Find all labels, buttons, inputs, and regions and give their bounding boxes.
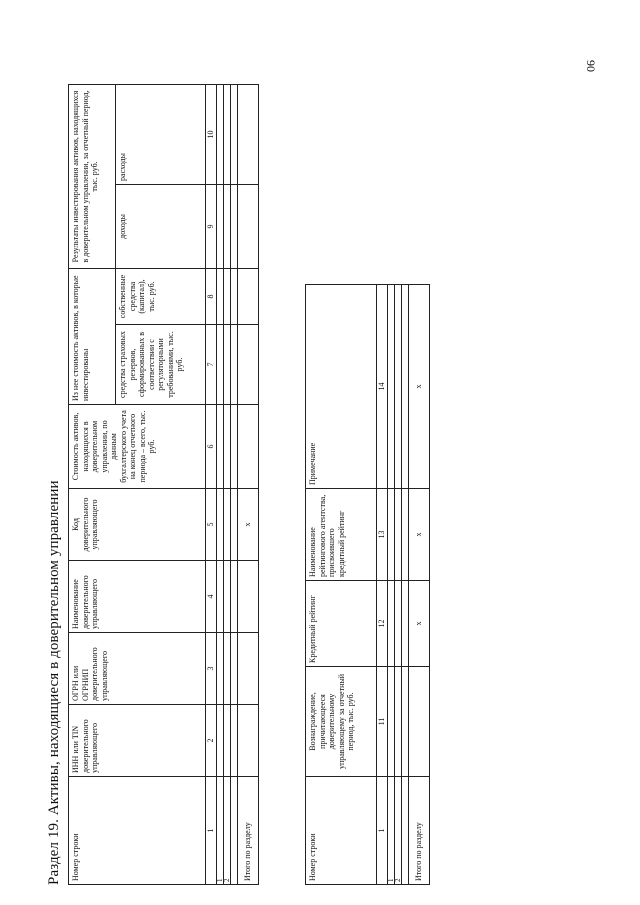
header-invested-group: Из нее стоимость активов, в которые инвестированы	[69, 268, 116, 404]
trustee-fee-rating-table	[305, 284, 430, 885]
total-label: Итого по разделу	[409, 777, 430, 885]
column-number: 6	[206, 405, 217, 489]
column-number: 13	[377, 489, 388, 581]
column-number: 2	[206, 705, 217, 777]
header-assets-value: Стоимость активов, находящихся в доверительном управлении, по данным бухгалтерского учета на конец отчетного периода – всего, тыс. руб.	[69, 405, 206, 489]
total-rating-mark: x	[409, 581, 430, 667]
column-number: 4	[206, 561, 217, 633]
column-number: 12	[377, 581, 388, 667]
header-row-number: Номер строки	[69, 777, 206, 885]
column-number: 14	[377, 285, 388, 489]
table-row	[217, 84, 224, 884]
total-note-mark: x	[409, 285, 430, 489]
total-row	[409, 285, 430, 885]
table-row-ellipsis	[231, 84, 238, 884]
column-number: 9	[206, 184, 217, 268]
row-number: 2	[395, 777, 402, 885]
landscape-page	[40, 5, 640, 885]
page-number: 90	[584, 60, 598, 72]
column-number: 3	[206, 633, 217, 705]
column-numbers-row	[206, 84, 217, 884]
column-numbers-row-2	[377, 285, 388, 885]
row-number: 2	[224, 777, 231, 885]
section-title: Раздел 19. Активы, находящиеся в доверительном управлении	[46, 480, 62, 885]
assets-trust-management-table	[68, 84, 259, 885]
header-income: доходы	[116, 184, 206, 268]
header-ogrn: ОГРН или ОГРНИП доверительного управляющего	[69, 633, 206, 705]
column-number: 7	[206, 325, 217, 405]
header-results-group: Результаты инвестирования активов, находящихся в доверительном управлении, за отчетный период, тыс. руб.	[69, 84, 116, 268]
table-row-ellipsis	[402, 285, 409, 885]
column-number: 5	[206, 489, 217, 561]
column-number: 1	[206, 777, 217, 885]
header-row-number-2: Номер строки	[306, 777, 377, 885]
column-number: 8	[206, 268, 217, 324]
header-note: Примечание	[306, 285, 377, 489]
column-number: 10	[206, 84, 217, 184]
table-row	[395, 285, 402, 885]
row-number: 1	[388, 777, 395, 885]
column-number: 11	[377, 667, 388, 777]
header-manager-name: Наименование доверительного управляющего	[69, 561, 206, 633]
header-rating-agency: Наименование рейтингового агентства, присвоившего кредитный рейтинг	[306, 489, 377, 581]
table-row	[224, 84, 231, 884]
column-number: 1	[377, 777, 388, 885]
header-inn: ИНН или TIN доверительного управляющего	[69, 705, 206, 777]
header-own-funds: собственные средства (капитал), тыс. руб.	[116, 268, 206, 324]
row-number: 1	[217, 777, 224, 885]
header-row-1	[69, 84, 116, 884]
total-label: Итого по разделу	[238, 777, 259, 885]
total-agency-mark: x	[409, 489, 430, 581]
header-credit-rating: Кредитный рейтинг	[306, 581, 377, 667]
header-fee: Вознаграждение, причитающееся доверительному управляющему за отчетный период, тыс. руб.	[306, 667, 377, 777]
total-code-mark: x	[238, 489, 259, 561]
header-row	[306, 285, 377, 885]
header-insurance-reserves: средства страховых резервов, сформированных в соответствии с регуляторными требованиями, тыс. руб.	[116, 325, 206, 405]
total-row	[238, 84, 259, 884]
header-manager-code: Код доверительного управляющего	[69, 489, 206, 561]
table-row	[388, 285, 395, 885]
header-expenses: расходы	[116, 84, 206, 184]
